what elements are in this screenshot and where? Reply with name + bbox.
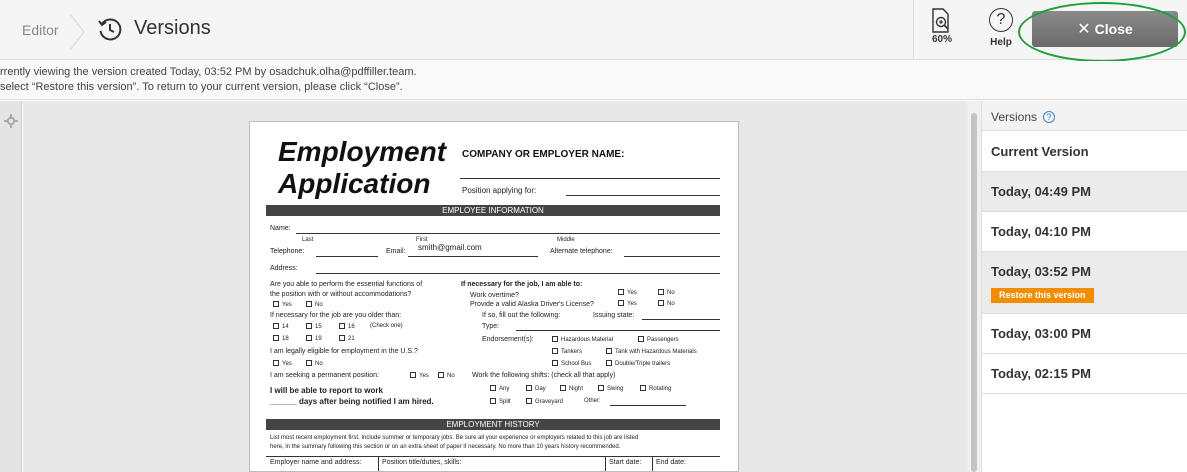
version-item-selected[interactable] (982, 252, 1187, 314)
left-tool-strip (0, 101, 22, 472)
version-item[interactable]: Today, 04:49 PM (982, 172, 1187, 212)
versions-panel (981, 101, 1187, 472)
middle-label: Middle (557, 237, 575, 243)
q-essential-2: the position with or without accommodations? (270, 291, 412, 298)
zoom-label: 60% (931, 34, 952, 45)
zoom-button[interactable] (922, 6, 962, 54)
zoom-page-icon (931, 8, 953, 34)
alt-phone-label: Alternate telephone: (550, 248, 613, 255)
scrollbar-thumb[interactable] (971, 113, 977, 472)
email-value[interactable]: smith@gmail.com (418, 243, 482, 252)
position-label: Position applying for: (462, 186, 537, 195)
versions-panel-header (982, 101, 1187, 131)
address-label: Address: (270, 265, 298, 272)
close-icon: ✕ (1077, 21, 1091, 38)
history-icon (97, 16, 123, 42)
company-label: COMPANY OR EMPLOYER NAME: (462, 149, 625, 160)
breadcrumb-separator-icon (66, 12, 88, 52)
q-permanent: I am seeking a permanent position: (270, 372, 379, 379)
help-label: Help (990, 37, 1012, 48)
q-older: If necessary for the job are you older than: (270, 312, 402, 319)
q-essential-1: Are you able to perform the essential functions of (270, 281, 423, 288)
section-employment-history: EMPLOYMENT HISTORY (266, 419, 720, 430)
history-note-2: here, in the summary following this section or on an extra sheet of paper if necessary. No more than 10 years history recommended. (270, 444, 621, 450)
restore-version-button[interactable]: Restore this version (991, 288, 1094, 303)
version-item-label: Today, 03:52 PM (991, 264, 1091, 279)
info-line-2: select “Restore this version”. To return to your current version, please click “Close”. (0, 81, 403, 93)
q-report-1: I will be able to report to work (270, 386, 383, 395)
section-employee-info: EMPLOYEE INFORMATION (266, 205, 720, 216)
email-label: Email: (386, 248, 406, 255)
page-title: Versions (134, 17, 211, 39)
document-page: Employment Application COMPANY OR EMPLOYER NAME: Position applying for: EMPLOYEE INFORMATION Name: Last First Middle Telephone: Email: smith@gmail.com Alternate telephone: Address: Are you able to perform the essential functions of the position with or without accommodations? Yes No If necessary for the job are you older than: 14 15 16 (Check one) 18 19 21 I am legally eligible for employment in the U.S.? Yes No I am seeking a permanent position: Yes No I will be able to report to work ______ days after being notified I am hired. If necessary for the job, I am able to: Work overtime? Yes No Provide a valid Alaska Driver's License? Yes No If so, fill out the following: Issuing state: Type: Endorsement(s): Hazardous Material Passengers Tankers Tank with Hazardous Materials School Bus Double/Triple trailers Work the following shifts: (check all that apply) Any Day Night Swing Rotating Split Graveyard Other: EMPLOYMENT HISTORY List most recent employment first. Include summer or temporary jobs. Be sure all your experience or employers related to this job are listed here, in the summary following this section or on an extra sheet of paper if necessary. No more than 10 years history recommended. Employer name and address: Position title/duties, skills: Start date: End date: (249, 121, 739, 472)
toolbar-divider (913, 0, 914, 60)
version-item[interactable]: Today, 04:10 PM (982, 212, 1187, 252)
col-start: Start date: (609, 459, 642, 466)
first-label: First (416, 237, 428, 243)
top-bar (0, 0, 1187, 60)
help-icon[interactable]: ? (1043, 111, 1055, 123)
close-label: Close (1094, 21, 1133, 37)
history-note-1: List most recent employment first. Include summer or temporary jobs. Be sure all your experience or employers related to this job are listed (270, 435, 639, 441)
version-item[interactable]: Today, 03:00 PM (982, 314, 1187, 354)
gear-icon[interactable] (4, 114, 18, 128)
breadcrumb-editor[interactable]: Editor (22, 22, 59, 38)
col-position: Position title/duties, skills: (382, 459, 462, 466)
version-item[interactable]: Today, 02:15 PM (982, 354, 1187, 394)
doc-title-1: Employment (278, 136, 447, 167)
name-label: Name: (270, 225, 291, 232)
vertical-scrollbar[interactable] (967, 101, 981, 472)
version-info-bar (0, 61, 1187, 100)
info-line-1: rrently viewing the version created Today, 03:52 PM by osadchuk.olha@pdffiller.team. (0, 66, 417, 78)
q-legal: I am legally eligible for employment in the U.S.? (270, 348, 418, 355)
version-current[interactable]: Current Version (982, 131, 1187, 172)
help-button[interactable] (983, 8, 1019, 54)
col-employer: Employer name and address: (270, 459, 362, 466)
versions-panel-title: Versions (991, 110, 1038, 124)
highlight-ring (1018, 2, 1186, 62)
doc-title-2: Application (278, 168, 431, 199)
help-icon: ? (989, 8, 1013, 32)
r-head: If necessary for the job, I am able to: (461, 281, 583, 288)
col-end: End date: (656, 459, 686, 466)
telephone-label: Telephone: (270, 248, 305, 255)
last-label: Last (302, 237, 314, 243)
